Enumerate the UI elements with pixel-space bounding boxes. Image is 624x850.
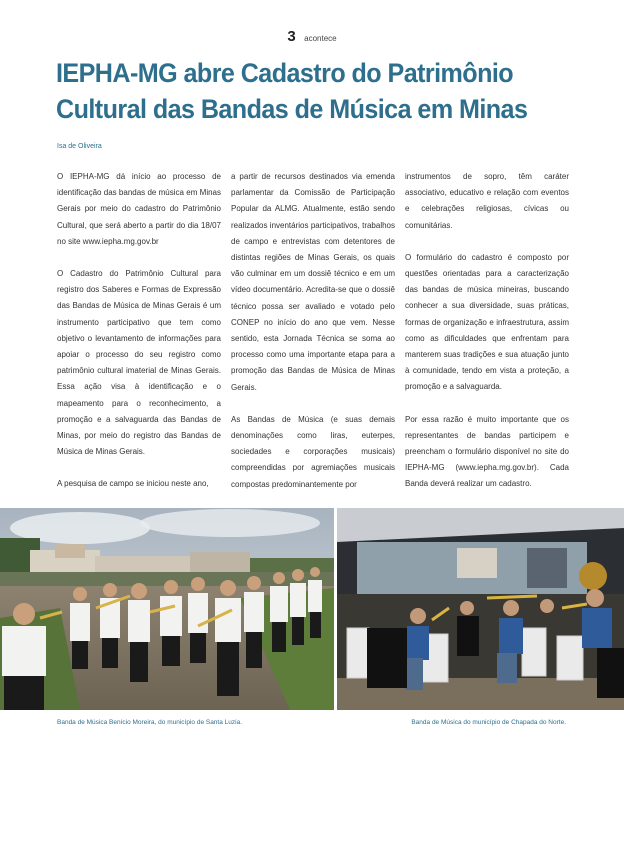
paragraph: a partir de recursos destinados via emenda parlamentar da Comissão de Participação Popular da ALMG. Atualmente, estão sendo realizados inventários participativos, trabalhos de campo e entrevistas com detentores de distintas regiões de Minas Gerais, os quais vão culminar em um dossiê técnico e em um vídeo documentário. Acredita-se que o dossiê técnico possa ser avaliado e votado pelo CONEP no início do ano que vem. Nesse sentido, esta Jornada Técnica se soma ao processo como uma importante etapa para a promoção das Bandas de Música de Minas Gerais. [231, 172, 395, 392]
band-photo-santa-luzia [0, 508, 334, 710]
band-photo-chapada-do-norte-image [337, 508, 624, 710]
section-label: acontece [304, 34, 337, 43]
paragraph: Por essa razão é muito importante que os representantes de bandas participem e preencham o formulário disponível no site do IEPHA-MG (www.iepha.mg.gov.br). Cada Banda deverá realizar um cadastro. [405, 414, 569, 489]
paragraph: A pesquisa de campo se iniciou neste ano, [57, 479, 209, 489]
band-photo-santa-luzia-image [0, 508, 334, 710]
author-byline: Isa de Oliveira [57, 143, 102, 150]
page-number: 3 [287, 28, 296, 45]
title-line-1: IEPHA-MG abre Cadastro do Patrimônio [56, 58, 514, 88]
title-line-2: Cultural das Bandas de Música em Minas [56, 94, 528, 124]
text-column-1 [57, 169, 221, 509]
article-title [56, 55, 540, 127]
text-column-2 [231, 169, 395, 509]
paragraph: O formulário do cadastro é composto por questões orientadas para a caracterização das bandas de música mineiras, buscando conhecer a sua diversidade, suas práticas, formas de organização e infraestrutura, assim como as dificuldades que enfrentam para manterem suas tradições e sua atuação junto à comunidade, tendo em vista a proteção, a promoção e a salvaguarda. [405, 252, 569, 392]
band-photo-chapada-do-norte [337, 508, 624, 710]
paragraph: As Bandas de Música (e suas demais denominações como liras, euterpes, sociedades e corporações musicais) compreendidas por agremiações musicais compostas predominantemente por [231, 414, 395, 489]
paragraph: instrumentos de sopro, têm caráter associativo, educativo e relação com eventos e celebrações religiosas, cívicas ou comunitárias. [405, 172, 569, 230]
photo-caption-1: Banda de Música Benício Moreira, do município de Santa Luzia. [57, 719, 242, 726]
photo-caption-2: Banda de Música do município de Chapada do Norte. [411, 719, 566, 726]
paragraph: O Cadastro do Patrimônio Cultural para registro dos Saberes e Formas de Expressão das Bandas de Música de Minas Gerais é um instrumento participativo que tem como objetivo o levantamento de informações para apoiar o processo do seu registro como patrimônio cultural imaterial de Minas Gerais. Essa ação visa à identificação e o mapeamento para o reconhecimento, a promoção e a salvaguarda das Bandas de Minas, por meio do registro das Bandas de Música de Minas Gerais. [57, 269, 221, 457]
text-column-3 [405, 169, 569, 509]
page-header [0, 28, 624, 46]
paragraph: O IEPHA-MG dá início ao processo de identificação das bandas de música em Minas Gerais por meio do cadastro do Patrimônio Cultural, que será aberto a partir do dia 18/07 no site www.iepha.mg.gov.br [57, 172, 221, 246]
